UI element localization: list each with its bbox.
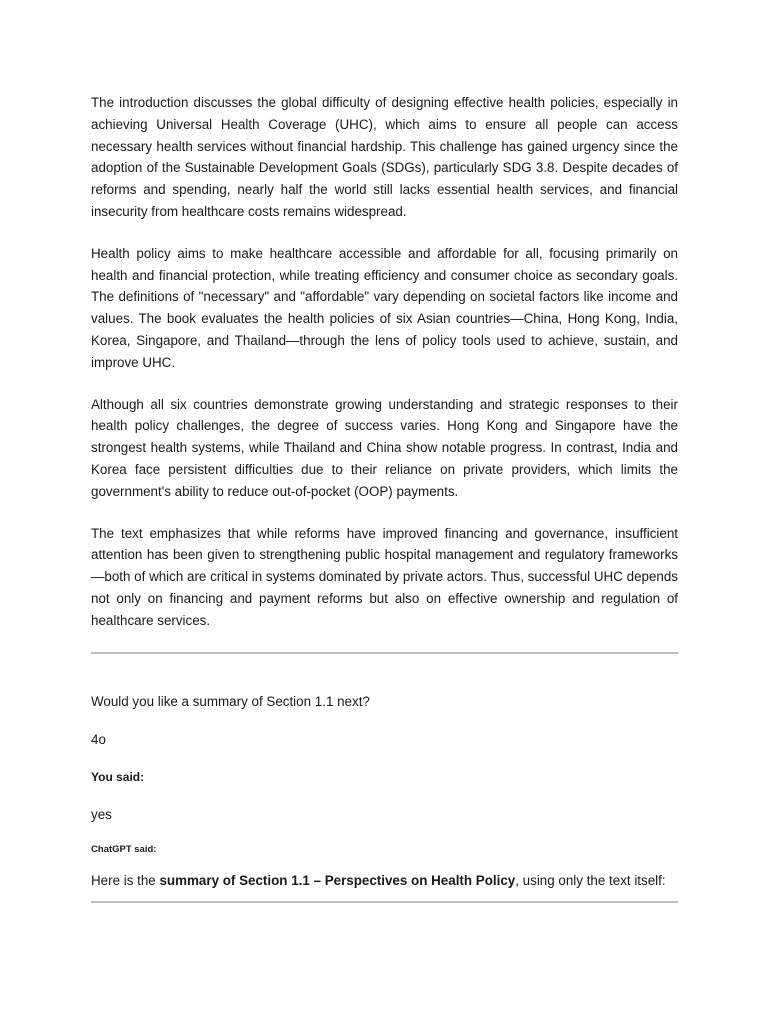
user-reply: yes <box>91 806 112 822</box>
summary-divider <box>91 901 678 903</box>
summary-suffix: , using only the text itself: <box>515 872 666 888</box>
summary-intro <box>91 871 678 891</box>
summary-prefix: Here is the <box>91 872 160 888</box>
paragraph-reform-emphasis: The text emphasizes that while reforms have improved financing and governance, insufficient attention has been given to strengthening public hospital management and regulatory frameworks—both of which are critical in systems dominated by private actors. Thus, successful UHC depends not only on financing and payment reforms but also on effective ownership and regulation of healthcare services. <box>91 525 678 628</box>
model-label: 4o <box>91 731 106 747</box>
assistant-question: Would you like a summary of Section 1.1 next? <box>91 693 370 709</box>
paragraph-introduction: The introduction discusses the global difficulty of designing effective health policies, especially in achieving Universal Health Coverage (UHC), which aims to ensure all people can access necessary health services without financial hardship. This challenge has gained urgency since the adoption of the Sustainable Development Goals (SDGs), particularly SDG 3.8. Despite decades of reforms and spending, nearly half the world still lacks essential health services, and financial insecurity from healthcare costs remains widespread. <box>91 95 678 219</box>
section-divider <box>91 652 678 654</box>
you-said-label: You said: <box>91 769 145 784</box>
chatgpt-said-label: ChatGPT said: <box>91 843 157 855</box>
paragraph-six-countries: Although all six countries demonstrate growing understanding and strategic responses to their health policy challenges, the degree of success varies. Hong Kong and Singapore have the strongest health systems, while Thailand and China show notable progress. In contrast, India and Korea face persistent difficulties due to their reliance on private providers, which limits the government's ability to reduce out-of-pocket (OOP) payments. <box>91 396 678 499</box>
paragraph-health-policy-aims: Health policy aims to make healthcare accessible and affordable for all, focusing primarily on health and financial protection, while treating efficiency and consumer choice as secondary goals. The definitions of "necessary" and "affordable" vary depending on societal factors like income and values. The book evaluates the health policies of six Asian countries—China, Hong Kong, India, Korea, Singapore, and Thailand—through the lens of policy tools used to achieve, sustain, and improve UHC. <box>91 245 678 370</box>
summary-title: summary of Section 1.1 – Perspectives on Health Policy <box>159 872 516 888</box>
